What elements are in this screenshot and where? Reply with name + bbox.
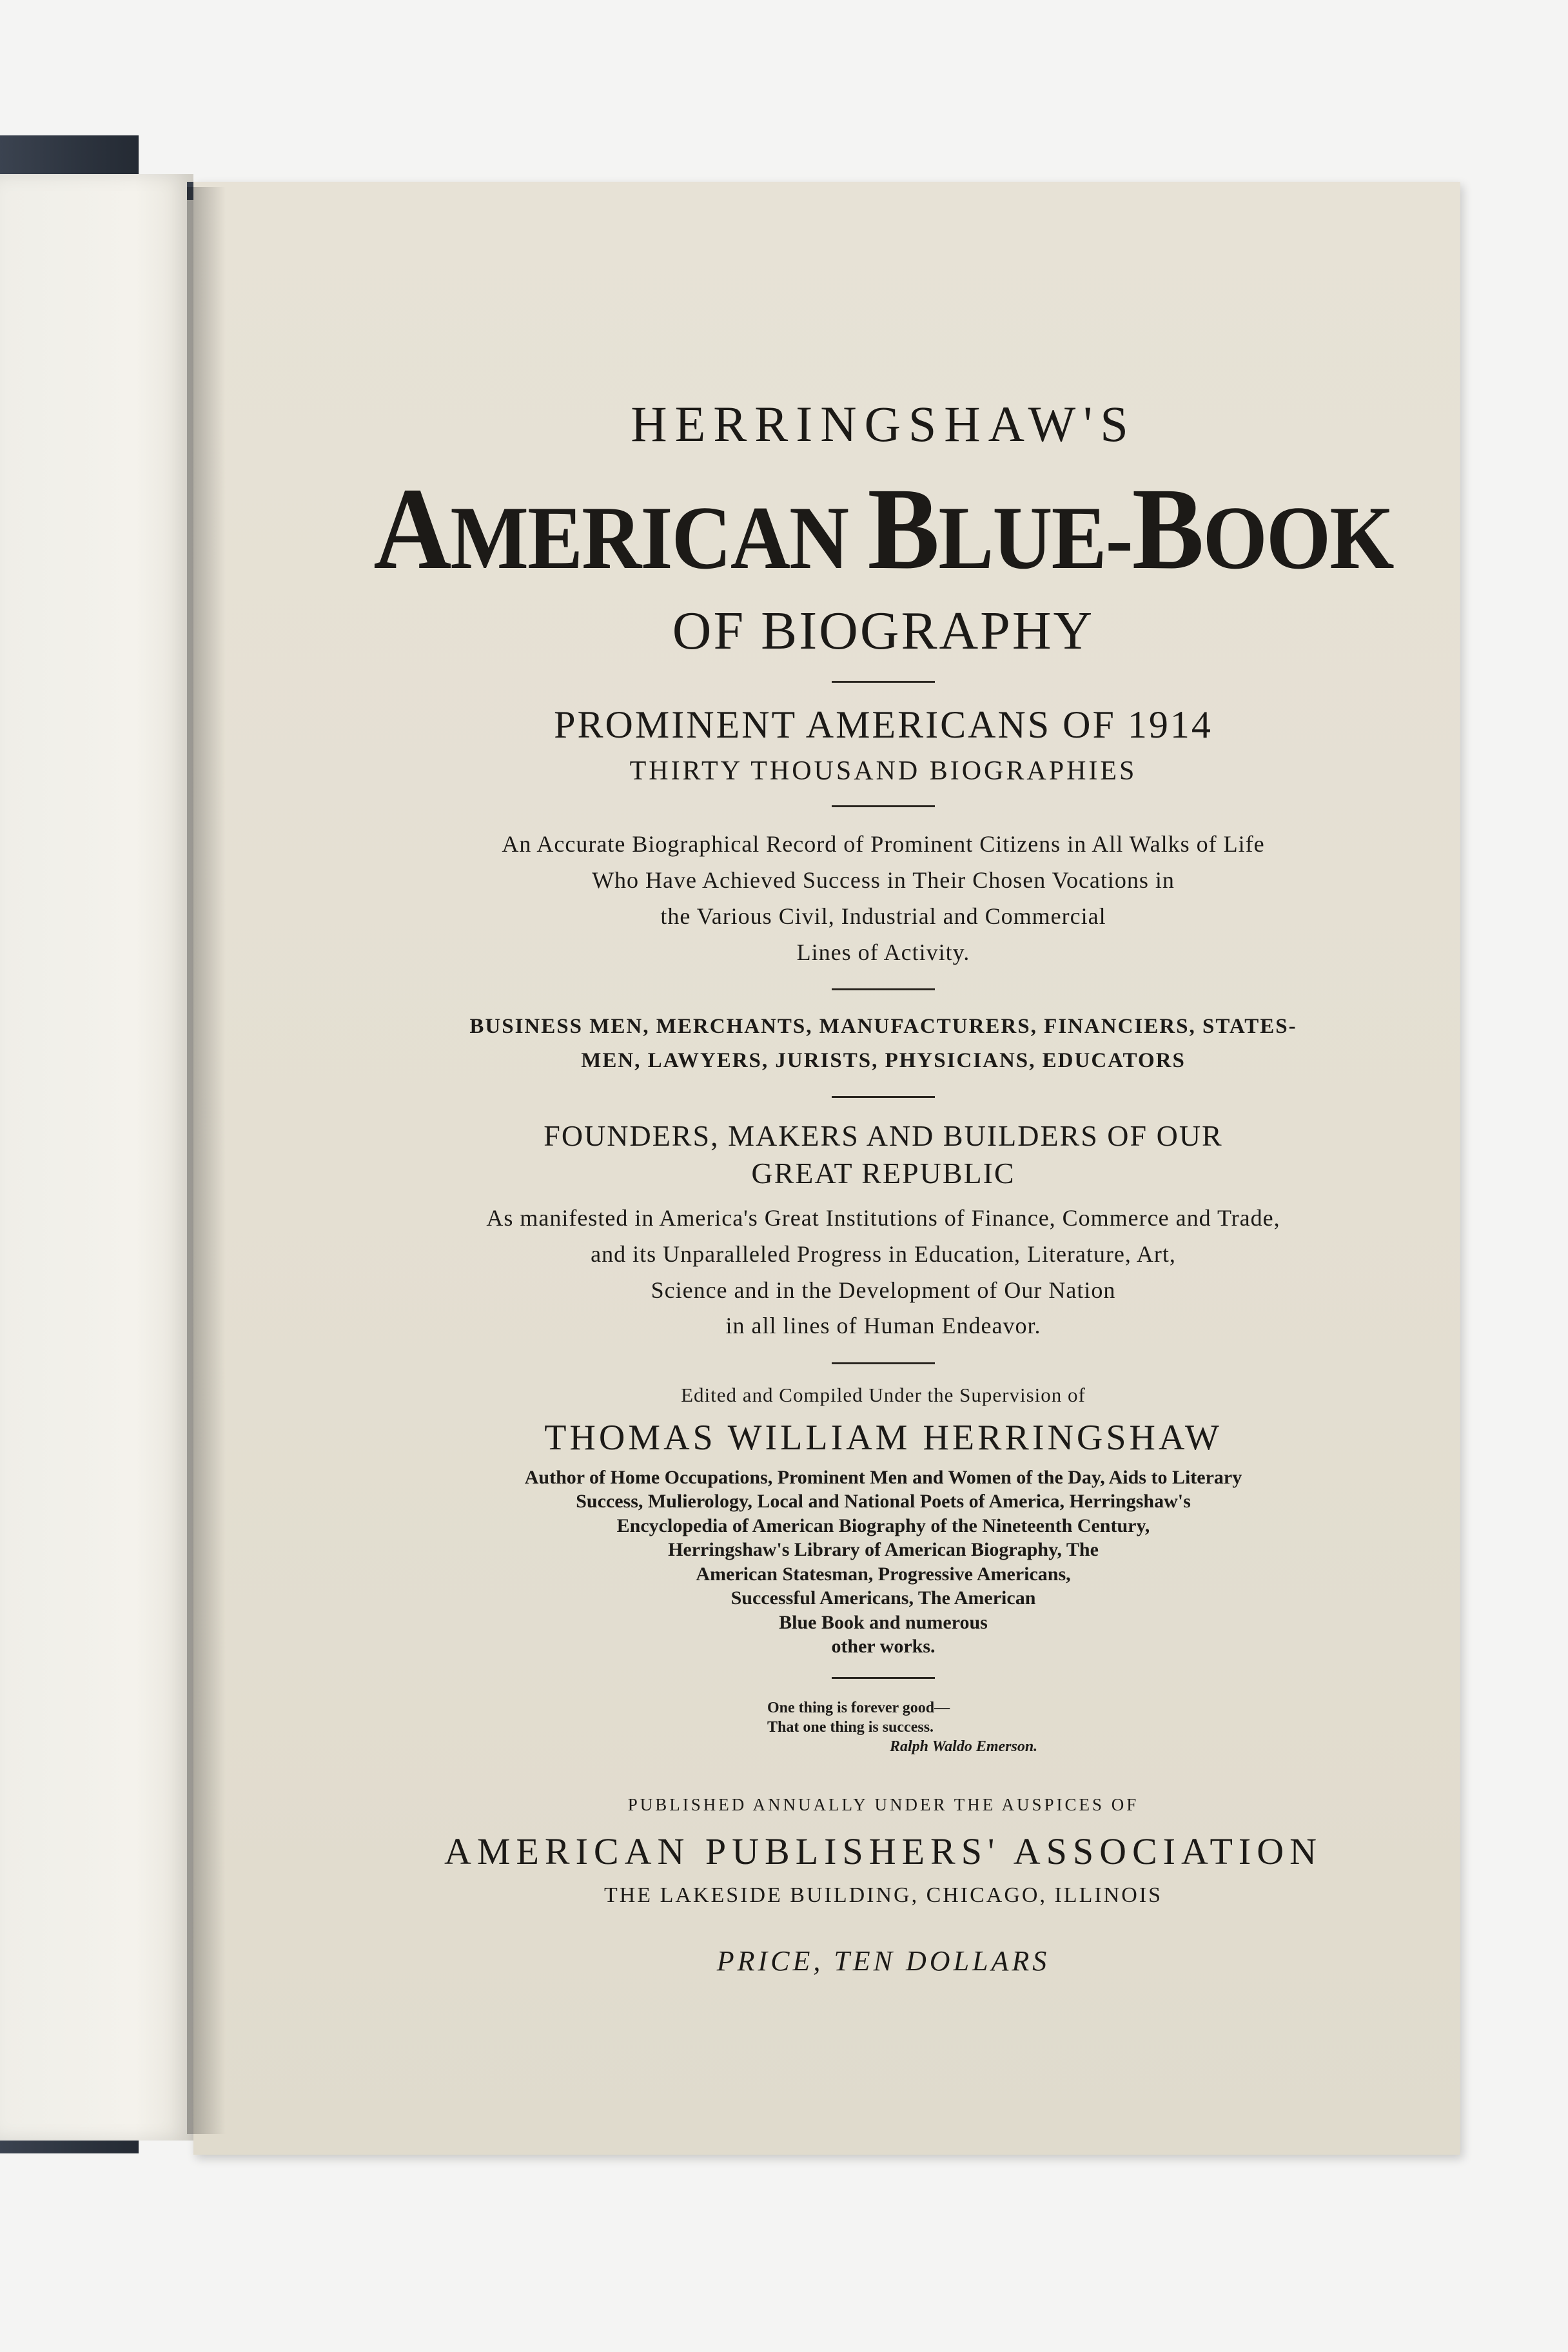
- manifested-line: and its Unparalleled Progress in Education, Literature, Art,: [591, 1240, 1176, 1267]
- author-works-block: [297, 1465, 1470, 1659]
- title-page-content: [297, 395, 1470, 1978]
- divider-rule: [832, 1096, 935, 1098]
- quote-line: That one thing is success.: [767, 1718, 934, 1736]
- title-page: [193, 182, 1460, 2155]
- author-works-line: Author of Home Occupations, Prominent Men and Women of the Day, Aids to Literary: [524, 1466, 1242, 1488]
- editor-name: THOMAS WILLIAM HERRINGSHAW: [544, 1417, 1222, 1458]
- description-block: [297, 827, 1470, 970]
- price-line: PRICE, TEN DOLLARS: [716, 1945, 1050, 1977]
- published-note: PUBLISHED ANNUALLY UNDER THE AUSPICES OF: [627, 1794, 1139, 1814]
- left-blank-page: [0, 174, 193, 2141]
- author-works-line: American Statesman, Progressive Americans,: [696, 1563, 1071, 1585]
- author-works-line: Success, Mulierology, Local and National Poets of America, Herringshaw's: [576, 1491, 1191, 1513]
- page-gutter-shadow: [187, 187, 226, 2134]
- sub-title: OF BIOGRAPHY: [672, 600, 1095, 661]
- founders-heading: [297, 1117, 1470, 1191]
- edition-heading: PROMINENT AMERICANS OF 1914: [554, 703, 1213, 746]
- manifested-block: [297, 1200, 1470, 1344]
- main-title: [344, 460, 1423, 599]
- description-line: An Accurate Biographical Record of Prominent Citizens in All Walks of Life: [502, 831, 1265, 858]
- author-works-line: Herringshaw's Library of American Biography, The: [668, 1539, 1099, 1561]
- emerson-quote: [297, 1698, 1470, 1756]
- author-works-line: other works.: [831, 1636, 936, 1658]
- author-works-line: Blue Book and numerous: [779, 1611, 988, 1633]
- publisher-name: AMERICAN PUBLISHERS' ASSOCIATION: [444, 1830, 1322, 1872]
- divider-rule: [832, 1677, 935, 1679]
- title-kicker: HERRINGSHAW'S: [631, 396, 1136, 452]
- divider-rule: [832, 988, 935, 990]
- main-title-merican: MERICAN: [450, 488, 868, 589]
- professions-line: MEN, LAWYERS, JURISTS, PHYSICIANS, EDUCATORS: [581, 1049, 1186, 1073]
- main-title-b1: B: [867, 464, 939, 594]
- professions-line: BUSINESS MEN, MERCHANTS, MANUFACTURERS, FINANCIERS, STATES-: [469, 1015, 1297, 1039]
- main-title-b2: B: [1132, 464, 1203, 594]
- count-heading: THIRTY THOUSAND BIOGRAPHIES: [629, 756, 1137, 786]
- founders-line: GREAT REPUBLIC: [751, 1156, 1015, 1190]
- author-works-line: Successful Americans, The American: [730, 1587, 1036, 1609]
- professions-block: [297, 1010, 1470, 1078]
- founders-line: FOUNDERS, MAKERS AND BUILDERS OF OUR: [544, 1119, 1223, 1153]
- quote-author: Ralph Waldo Emerson.: [890, 1738, 1038, 1755]
- divider-rule: [832, 681, 935, 683]
- manifested-line: in all lines of Human Endeavor.: [725, 1313, 1041, 1339]
- manifested-line: As manifested in America's Great Institutions of Finance, Commerce and Trade,: [486, 1205, 1280, 1231]
- description-line: Lines of Activity.: [796, 939, 970, 965]
- divider-rule: [832, 1362, 935, 1364]
- description-line: Who Have Achieved Success in Their Chosen Vocations in: [592, 867, 1175, 894]
- publisher-address: THE LAKESIDE BUILDING, CHICAGO, ILLINOIS: [603, 1883, 1162, 1908]
- quote-line: One thing is forever good—: [767, 1699, 950, 1716]
- edited-by-note: Edited and Compiled Under the Supervision of: [681, 1384, 1086, 1407]
- description-line: the Various Civil, Industrial and Commercial: [660, 903, 1106, 929]
- manifested-line: Science and in the Development of Our Nation: [651, 1277, 1116, 1303]
- main-title-lue: LUE-: [938, 488, 1132, 589]
- divider-rule: [832, 805, 935, 807]
- main-title-a: A: [373, 464, 451, 594]
- author-works-line: Encyclopedia of American Biography of the Nineteenth Century,: [616, 1514, 1150, 1536]
- main-title-ook: OOK: [1202, 488, 1393, 589]
